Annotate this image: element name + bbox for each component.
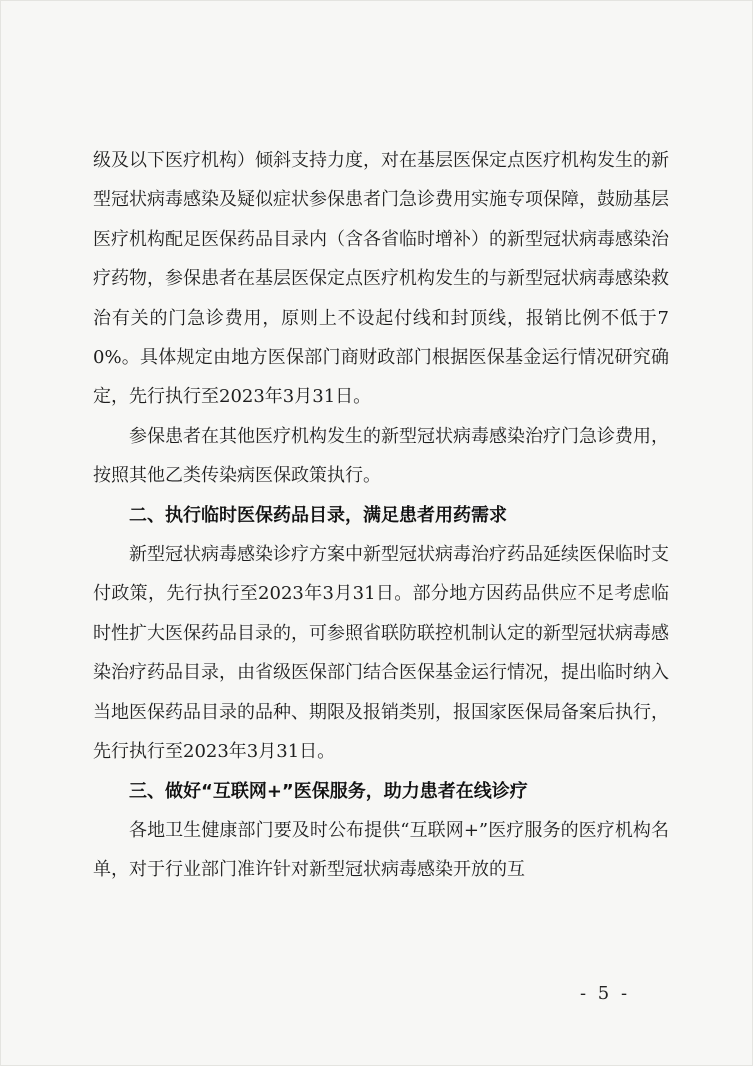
paragraph-other-institutions: 参保患者在其他医疗机构发生的新型冠状病毒感染治疗门急诊费用，按照其他乙类传染病医保政策执行。 <box>93 425 669 487</box>
paragraph-drug-catalog: 新型冠状病毒感染诊疗方案中新型冠状病毒治疗药品延续医保临时支付政策，先行执行至2023年3月31日。部分地方因药品供应不足考虑临时性扩大医保药品目录的，可参照省联防联控机制认定的新型冠状病毒感染治疗药品目录，由省级医保部门结合医保基金运行情况，提出临时纳入当地医保药品目录的品种、期限及报销类别，报国家医保局备案后执行，先行执行至2023年3月31日。 <box>93 544 669 763</box>
document-body <box>93 141 669 890</box>
page-number: - 5 - <box>579 983 631 1004</box>
section-heading-3: 三、做好“互联网+”医保服务，助力患者在线诊疗 <box>129 780 528 802</box>
section-heading-2: 二、执行临时医保药品目录，满足患者用药需求 <box>129 504 507 526</box>
paragraph-policy-continuation: 级及以下医疗机构）倾斜支持力度，对在基层医保定点医疗机构发生的新型冠状病毒感染及疑似症状参保患者门急诊费用实施专项保障，鼓励基层医疗机构配足医保药品目录内（含各省临时增补）的新型冠状病毒感染治疗药物，参保患者在基层医保定点医疗机构发生的与新型冠状病毒感染救治有关的门急诊费用，原则上不设起付线和封顶线，报销比例不低于70%。具体规定由地方医保部门商财政部门根据医保基金运行情况研究确定，先行执行至2023年3月31日。 <box>93 150 669 408</box>
paragraph-internet-services: 各地卫生健康部门要及时公布提供“互联网+”医疗服务的医疗机构名单，对于行业部门准许针对新型冠状病毒感染开放的互 <box>93 819 669 881</box>
